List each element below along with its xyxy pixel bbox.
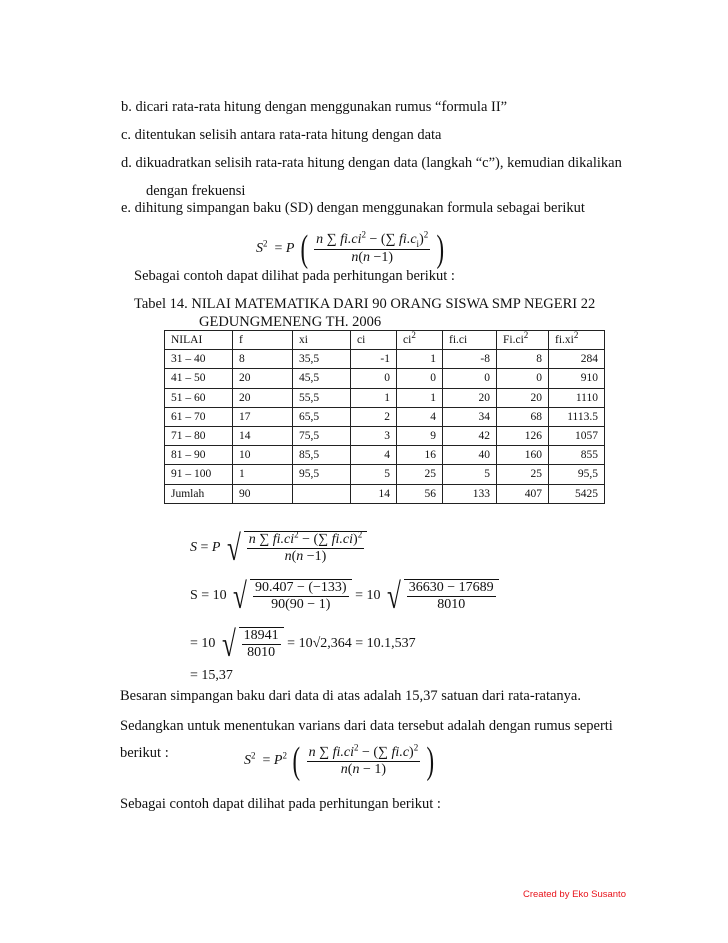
table-cell: 35,5 [293, 350, 351, 369]
table-cell: 16 [397, 446, 443, 465]
calc-den1: 90(90 − 1) [253, 596, 349, 613]
data-table [164, 330, 605, 504]
formula-sd-squared: $S^2 = P$ ( $\frac{n \sum fi.ci^2 - (\sum fi.c_i)^2}{n(n -1)}$ ) [256, 228, 444, 270]
table-cell: 34 [443, 407, 497, 426]
table-header-cell: $Fi.ci^2$ [497, 331, 549, 350]
calc-result: = 15,37 [190, 668, 233, 683]
table-cell: 68 [497, 407, 549, 426]
table-cell: 20 [443, 388, 497, 407]
table-cell: -1 [351, 350, 397, 369]
table-header-cell: fi.ci [443, 331, 497, 350]
table-header-cell: xi [293, 331, 351, 350]
calc-step-2: = 10 √ $\frac{18941}{8010}$ = 10√2,364 = 10.1,537 [190, 624, 416, 664]
table-cell: 41 – 50 [165, 369, 233, 388]
table-cell: 0 [397, 369, 443, 388]
table-cell: 9 [397, 426, 443, 445]
table-header-cell: f [233, 331, 293, 350]
table-cell: 65,5 [293, 407, 351, 426]
credit-text: Created by Eko Susanto [523, 889, 626, 900]
table-cell: 61 – 70 [165, 407, 233, 426]
table-cell: 75,5 [293, 426, 351, 445]
table-cell: 31 – 40 [165, 350, 233, 369]
table-row [165, 350, 605, 369]
table-cell: 20 [233, 369, 293, 388]
table-header-cell: ci [351, 331, 397, 350]
table-cell: 40 [443, 446, 497, 465]
table-cell: 91 – 100 [165, 465, 233, 484]
table-cell: 1 [233, 465, 293, 484]
table-cell: 126 [497, 426, 549, 445]
variance-intro-line2: berikut : [120, 745, 169, 761]
calc-step-1: S = 10 √ $\frac{90.407 - (-133)}{90(90 - 1)}$ = 10 √ $\frac{36630 - 17689}{8010}$ [190, 578, 499, 614]
table-cell: 1 [397, 388, 443, 407]
step-c: c. ditentukan selisih antara rata-rata hitung dengan data [121, 127, 442, 143]
table-row [165, 369, 605, 388]
calc-num1: 90.407 − (−133) [254, 580, 347, 595]
table-cell: 855 [549, 446, 605, 465]
step-d: d. dikuadratkan selisih rata-rata hitung dengan data (langkah “c”), kemudian dikalikan [121, 155, 622, 171]
table-cell: 1110 [549, 388, 605, 407]
table-cell: 20 [233, 388, 293, 407]
table-cell: 14 [233, 426, 293, 445]
table-cell: 1 [397, 350, 443, 369]
table-header-row [165, 331, 605, 350]
calc-den3: 8010 [242, 644, 281, 661]
table-cell: 55,5 [293, 388, 351, 407]
table-cell: 1057 [549, 426, 605, 445]
table-cell: 14 [351, 484, 397, 503]
table-cell: 10 [233, 446, 293, 465]
formula-variance: $S^2 = P^2$ ( $\frac{n \sum fi.ci^2 - (\sum fi.c)^2}{n(n - 1)}$ ) [244, 740, 434, 782]
table-row [165, 388, 605, 407]
table-cell: 3 [351, 426, 397, 445]
calc-den2: 8010 [407, 596, 496, 613]
step-b: b. dicari rata-rata hitung dengan menggunakan rumus “formula II” [121, 99, 508, 115]
table-cell: 910 [549, 369, 605, 388]
example-intro: Sebagai contoh dapat dilihat pada perhitungan berikut : [134, 268, 455, 284]
table-cell: 56 [397, 484, 443, 503]
table-cell: 25 [497, 465, 549, 484]
calc-num3: 18941 [243, 628, 279, 643]
table-cell: 45,5 [293, 369, 351, 388]
table-row [165, 426, 605, 445]
table-cell: 2 [351, 407, 397, 426]
step-e: e. dihitung simpangan baku (SD) dengan menggunakan formula sebagai berikut [121, 200, 585, 216]
table-caption-line2: GEDUNGMENENG TH. 2006 [199, 314, 382, 330]
table-row [165, 407, 605, 426]
variance-intro: Sedangkan untuk menentukan varians dari data tersebut adalah dengan rumus seperti [120, 718, 613, 734]
table-cell: 81 – 90 [165, 446, 233, 465]
formula-sd: S = P √ $\frac{n \sum fi.ci^2 - (\sum fi.ci)^2}{n(n -1)}$ [190, 530, 367, 566]
calc-rest3: = 10√2,364 = 10.1,537 [287, 636, 416, 652]
table-header-cell: $fi.xi^2$ [549, 331, 605, 350]
table-cell: 5425 [549, 484, 605, 503]
conclusion: Besaran simpangan baku dari data di atas adalah 15,37 satuan dari rata-ratanya. [120, 688, 581, 704]
table-cell: 133 [443, 484, 497, 503]
table-cell: 1 [351, 388, 397, 407]
table-header-cell: $ci^2$ [397, 331, 443, 350]
table-cell: 5 [351, 465, 397, 484]
calc-num2: 36630 − 17689 [408, 580, 494, 595]
table-cell: 42 [443, 426, 497, 445]
table-cell: 95,5 [293, 465, 351, 484]
table-cell: 25 [397, 465, 443, 484]
calc-eq-10: = 10 [355, 588, 381, 604]
table-cell: 0 [497, 369, 549, 388]
table-cell: 8 [233, 350, 293, 369]
table-row [165, 484, 605, 503]
table-cell: 8 [497, 350, 549, 369]
table-cell: 160 [497, 446, 549, 465]
table-cell: 17 [233, 407, 293, 426]
table-cell: 1113.5 [549, 407, 605, 426]
table-row [165, 465, 605, 484]
table-cell: -8 [443, 350, 497, 369]
step-d-continuation: dengan frekuensi [146, 183, 246, 199]
table-cell: 5 [443, 465, 497, 484]
table-cell: Jumlah [165, 484, 233, 503]
table-cell: 85,5 [293, 446, 351, 465]
table-cell: 4 [397, 407, 443, 426]
table-cell: 51 – 60 [165, 388, 233, 407]
table-cell: 20 [497, 388, 549, 407]
example-intro-2: Sebagai contoh dapat dilihat pada perhitungan berikut : [120, 796, 441, 812]
table-row [165, 446, 605, 465]
table-cell: 284 [549, 350, 605, 369]
calc-eq-10b: = 10 [190, 636, 216, 652]
table-cell: 90 [233, 484, 293, 503]
table-cell: 4 [351, 446, 397, 465]
table-header-cell: NILAI [165, 331, 233, 350]
calc-s-eq-10: S = 10 [190, 588, 227, 604]
table-cell: 0 [351, 369, 397, 388]
table-caption: Tabel 14. NILAI MATEMATIKA DARI 90 ORANG SISWA SMP NEGERI 22 [134, 296, 596, 312]
table-cell [293, 484, 351, 503]
table-cell: 407 [497, 484, 549, 503]
table-cell: 95,5 [549, 465, 605, 484]
table-cell: 71 – 80 [165, 426, 233, 445]
table-cell: 0 [443, 369, 497, 388]
